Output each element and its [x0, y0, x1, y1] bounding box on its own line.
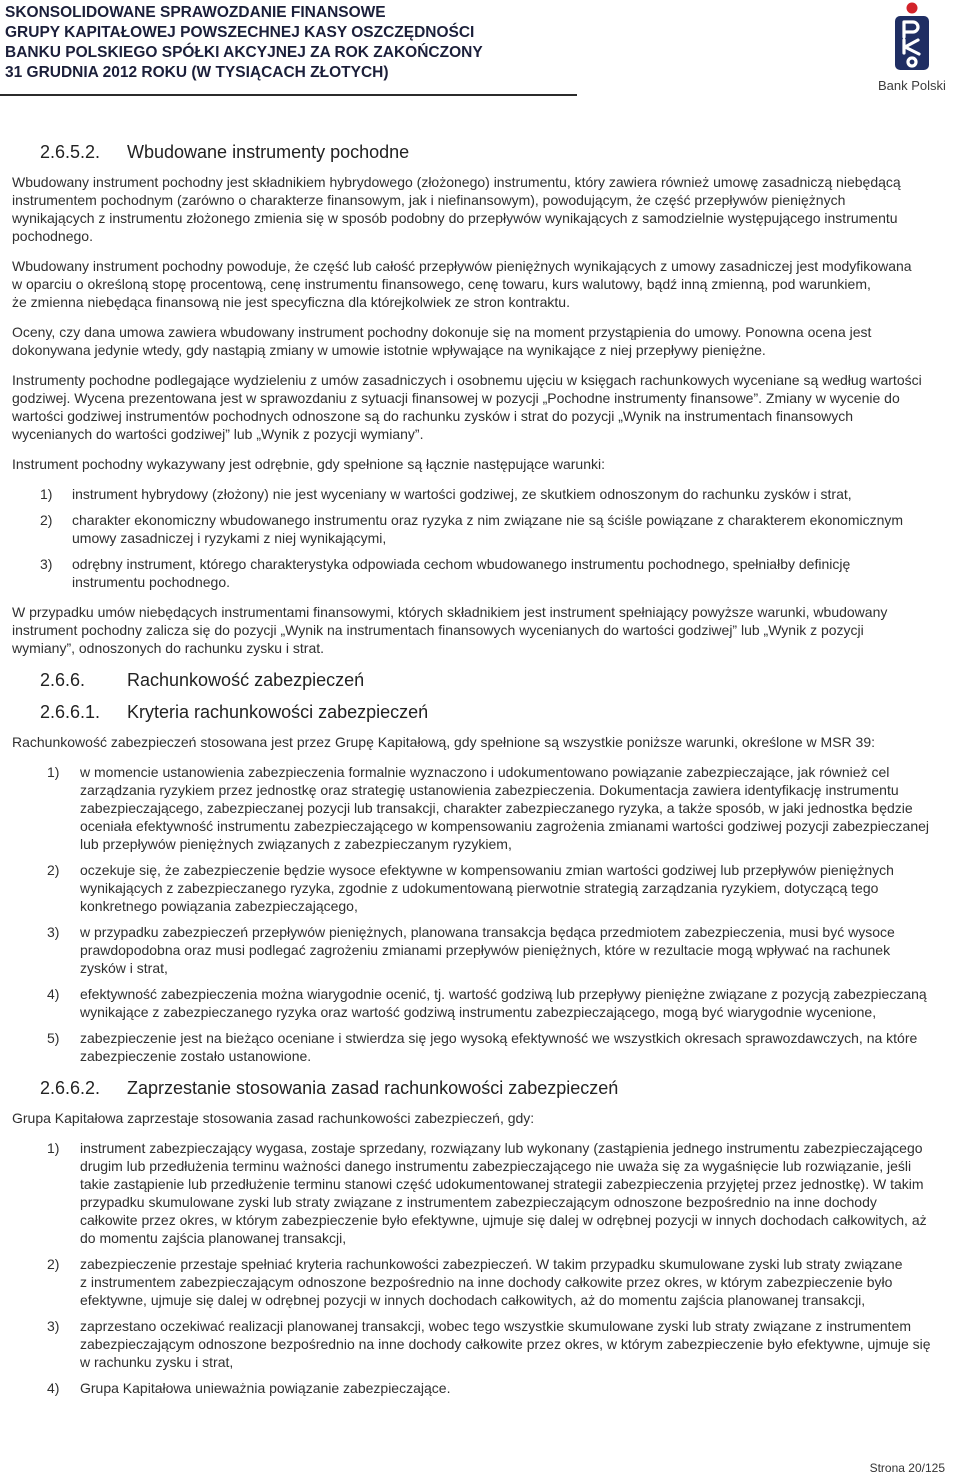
list-item-text: [72, 555, 948, 591]
text-line: efektywne, ujmuje się dalej w odrębnej pozycji w innych dochodach całkowitych, aż do momentu zajścia planowanej transakcji,: [80, 1292, 866, 1308]
numbered-list: [12, 485, 948, 591]
section-heading: [12, 141, 948, 163]
list-marker: 1): [47, 1140, 60, 1156]
text-line: Grupa Kapitałowa unieważnia powiązanie zabezpieczające.: [80, 1380, 451, 1396]
list-item: [12, 1029, 948, 1065]
paragraph: [12, 257, 948, 311]
list-item: [12, 485, 948, 503]
list-item: [12, 763, 948, 853]
list-item: [12, 555, 948, 591]
text-line: instrumentu pochodnego.: [72, 574, 230, 590]
text-line: wynikających z instrumentu złożonego zmienia się w sposób podobny do przepływów wynikających z samodzielnie występującego instrumentu: [12, 210, 898, 226]
text-line: instrument zabezpieczający wygasa, zostaje sprzedany, rozwiązany lub wykonany (zastąpienia jednego instrumentu zabezpieczającego: [80, 1140, 923, 1156]
header-divider: [0, 94, 577, 96]
text-line: w rachunku zysku i strat,: [80, 1354, 234, 1370]
text-line: instrumentem pochodnym (zarówno o charakterze finansowym, jak i niefinansowym), powodującym, że część przepływów pieniężnych: [12, 192, 846, 208]
text-line: Instrumenty pochodne podlegające wydzieleniu z umów zasadniczych i osobnemu ujęciu w księgach rachunkowych wyceniane są według wartości: [12, 372, 922, 388]
text-line: Rachunkowość zabezpieczeń stosowana jest przez Grupę Kapitałową, gdy spełnione są wszystkie poniższe warunki, określone w MSR 39:: [12, 734, 875, 750]
report-title-line: BANKU POLSKIEGO SPÓŁKI AKCYJNEJ ZA ROK ZAKOŃCZONY: [5, 44, 483, 61]
list-item-text: [72, 485, 948, 503]
list-item-text: [80, 861, 948, 915]
section-number: 2.6.6.2.: [40, 1078, 101, 1098]
text-line: oczekuje się, że zabezpieczenie będzie wysoce efektywne w kompensowaniu zmian wartości godziwej lub przepływów pieniężnych: [80, 862, 894, 878]
text-line: z instrumentem zabezpieczającym odnoszone bezpośrednio na inne dochody całkowite przez okres, w którym zabezpieczenie było: [80, 1274, 893, 1290]
list-item-text: [80, 985, 948, 1021]
list-item: [12, 1139, 948, 1247]
text-line: w przypadku zabezpieczeń przepływów pieniężnych, planowana transakcja będąca przedmiotem zabezpieczenia, musi być wysoce: [80, 924, 895, 940]
text-line: Grupa Kapitałowa zaprzestaje stosowania zasad rachunkowości zabezpieczeń, gdy:: [12, 1110, 535, 1126]
text-line: instrument pochodny zalicza się do pozycji „Wynik na instrumentach finansowych wycenianych do wartości godziwej” lub „Wynik z pozycji: [12, 622, 864, 638]
numbered-list: [12, 763, 948, 1065]
text-line: zabezpieczenie zostało ustanowione.: [80, 1048, 312, 1064]
section-title: Kryteria rachunkowości zabezpieczeń: [127, 702, 429, 722]
text-line: instrument hybrydowy (złożony) nie jest wyceniany w wartości godziwej, ze skutkiem odnoszonym do rachunku zysków i strat,: [72, 486, 852, 502]
text-line: W przypadku umów niebędących instrumentami finansowymi, których składnikiem jest instrument spełniający powyższe warunki, wbudowany: [12, 604, 888, 620]
list-marker: 2): [40, 512, 53, 528]
report-title-line: 31 GRUDNIA 2012 ROKU (W TYSIĄCACH ZŁOTYCH): [5, 64, 389, 81]
list-item: [12, 511, 948, 547]
text-line: lub przepływów pieniężnych związanych z zabezpieczanym ryzykiem,: [80, 836, 512, 852]
section-title: Zaprzestanie stosowania zasad rachunkowości zabezpieczeń: [127, 1078, 619, 1098]
list-item-text: [80, 1029, 948, 1065]
text-line: wartości godziwej instrumentów pochodnych odnoszone są do rachunku zysków i strat do pozycji „Wynik na instrumentach finansowych: [12, 408, 854, 424]
section-title: Rachunkowość zabezpieczeń: [127, 670, 365, 690]
paragraph: [12, 603, 948, 657]
paragraph: [12, 371, 948, 443]
list-item: [12, 1317, 948, 1371]
paragraph: [12, 323, 948, 359]
list-marker: 5): [47, 1030, 60, 1046]
text-line: efektywność zabezpieczenia można wiarygodnie ocenić, tj. wartość godziwą lub przepływy pieniężne związane z pozycją zabezpieczaną: [80, 986, 927, 1002]
text-line: Wbudowany instrument pochodny jest składnikiem hybrydowego (złożonego) instrumentu, który zawiera również umowę zasadniczą niebędącą: [12, 174, 901, 190]
text-line: całkowite przez okres, w którym zabezpieczenie było efektywne, ujmuje się dalej w odrębnej pozycji w innych dochodach całkowitych, aż: [80, 1212, 927, 1228]
list-marker: 3): [47, 924, 60, 940]
list-item-text: [80, 1317, 948, 1371]
text-line: wymiany”, odnoszonych do rachunku zysku i strat.: [12, 640, 325, 656]
text-line: że zmienna niebędąca finansową nie jest specyficzna dla którejkolwiek ze stron kontraktu.: [12, 294, 570, 310]
text-line: zaprzestano oczekiwać realizacji planowanej transakcji, wobec tego wszystkie skumulowane zyski lub straty związane z instrumentem: [80, 1318, 912, 1334]
list-marker: 1): [47, 764, 60, 780]
text-line: zabezpieczenie jest na bieżąco oceniane i stwierdza się jego wysoką efektywność we wszystkich okresach sprawozdawczych, na które: [80, 1030, 918, 1046]
section-title: Wbudowane instrumenty pochodne: [127, 142, 410, 162]
list-item: [12, 1255, 948, 1309]
pko-logo-icon: [889, 1, 935, 71]
document-body: [12, 141, 948, 1409]
text-line: dokonywana jedynie wtedy, gdy nastąpią zmiany w umowie istotnie wpływające na wynikające z niej przepływy pieniężne.: [12, 342, 766, 358]
text-line: wynikających z zabezpieczanego ryzyka, zgodnie z udokumentowaną pierwotnie strategią zarządzania ryzykiem, dotyczącą tego: [80, 880, 879, 896]
text-line: pochodnego.: [12, 228, 93, 244]
paragraph: [12, 733, 948, 751]
text-line: zabezpieczającym odnoszone bezpośrednio na inne dochody całkowite przez okres, w którym zabezpieczenie było efektywne, ujmuje się: [80, 1336, 931, 1352]
list-marker: 3): [40, 556, 53, 572]
text-line: w momencie ustanowienia zabezpieczenia formalnie wyznaczono i udokumentowano powiązanie zabezpieczające, jak również cel: [80, 764, 890, 780]
text-line: drugim lub przedłużenia terminu ważności danego instrumentu zabezpieczającego nie uważa się za wygaśnięcie lub rozwiązanie, jeśli: [80, 1158, 912, 1174]
list-item: [12, 1379, 948, 1397]
paragraph: [12, 1109, 948, 1127]
text-line: wynikające z zabezpieczanego ryzyka oraz wartość godziwą instrumentu zabezpieczającego, mogą być wiarygodnie wycenione,: [80, 1004, 877, 1020]
text-line: Oceny, czy dana umowa zawiera wbudowany instrument pochodny dokonuje się na moment przystąpienia do umowy. Ponowna ocena jest: [12, 324, 872, 340]
text-line: wycenianych do wartości godziwej” lub „Wynik z pozycji wymiany”.: [12, 426, 424, 442]
bank-logo: [872, 0, 958, 96]
text-line: godziwej. Wycena prezentowana jest w sprawozdaniu z sytuacji finansowej w pozycji „Pochodne instrumenty finansowe”. Zmiany w wycenie do: [12, 390, 900, 406]
section-heading: [12, 669, 948, 691]
list-item: [12, 985, 948, 1021]
logo-caption: Bank Polski: [878, 78, 946, 93]
list-marker: 3): [47, 1318, 60, 1334]
page-number: Strona 20/125: [869, 1461, 945, 1475]
text-line: zarządzania ryzykiem przez jednostkę oraz strategię ustanowienia zabezpieczenia. Dokumentacja zawiera identyfikację instrumentu: [80, 782, 899, 798]
list-item-text: [80, 763, 948, 853]
section-number: 2.6.5.2.: [40, 142, 101, 162]
section-number: 2.6.6.1.: [40, 702, 101, 722]
list-marker: 2): [47, 862, 60, 878]
paragraph: [12, 455, 948, 473]
text-line: prawdopodobna oraz musi podlegać zagrożeniu zmianami przepływów pieniężnych, które w rezultacie mogą wpływać na rachunek: [80, 942, 891, 958]
list-item-text: [72, 511, 948, 547]
text-line: odrębny instrument, którego charakterystyka odpowiada cechom wbudowanego instrumentu pochodnego, spełniałby definicję: [72, 556, 851, 572]
section-heading: [12, 1077, 948, 1099]
list-item-text: [80, 1139, 948, 1247]
text-line: zysków i strat,: [80, 960, 168, 976]
list-marker: 2): [47, 1256, 60, 1272]
list-marker: 1): [40, 486, 53, 502]
list-item-text: [80, 923, 948, 977]
text-line: przypadku skumulowane zyski lub straty związane z instrumentem zabezpieczającym odnoszone bezpośrednio na inne dochody: [80, 1194, 877, 1210]
text-line: w oparciu o określoną stopę procentową, cenę instrumentu finansowego, cenę towaru, kurs walutowy, bądź inną zmienną, pod warunkiem,: [12, 276, 871, 292]
paragraph: [12, 173, 948, 245]
text-line: charakter ekonomiczny wbudowanego instrumentu oraz ryzyka z nim związane nie są ściśle powiązane z charakterem ekonomicznym: [72, 512, 904, 528]
section-heading: [12, 701, 948, 723]
logo-red-dot: [907, 3, 918, 14]
list-item: [12, 923, 948, 977]
text-line: do momentu zajścia planowanej transakcji,: [80, 1230, 347, 1246]
text-line: konkretnego powiązania zabezpieczającego,: [80, 898, 358, 914]
text-line: zabezpieczenie przestaje spełniać kryteria rachunkowości zabezpieczeń. W takim przypadku skumulowane zyski lub straty związane: [80, 1256, 903, 1272]
numbered-list: [12, 1139, 948, 1397]
list-marker: 4): [47, 1380, 60, 1396]
text-line: umowy zasadniczej i ryzykami z niej wynikającymi,: [72, 530, 387, 546]
list-item-text: [80, 1255, 948, 1309]
text-line: oceniała efektywność instrumentu zabezpieczającego w kompensowaniu zagrożenia zmianami wartości godziwej pozycji zabezpieczanej: [80, 818, 929, 834]
text-line: Wbudowany instrument pochodny powoduje, że część lub całość przepływów pieniężnych wynikających z umowy zasadniczej jest modyfikowana: [12, 258, 912, 274]
report-title-line: SKONSOLIDOWANE SPRAWOZDANIE FINANSOWE: [5, 4, 386, 21]
report-title-line: GRUPY KAPITAŁOWEJ POWSZECHNEJ KASY OSZCZĘDNOŚCI: [5, 24, 475, 41]
report-title: [5, 3, 483, 83]
list-marker: 4): [47, 986, 60, 1002]
list-item-text: [80, 1379, 948, 1397]
text-line: takie zastąpienie lub przedłużenie terminu stanowi część udokumentowanej strategii zabezpieczenia przyjętej przez jednostkę). W takim: [80, 1176, 924, 1192]
section-number: 2.6.6.: [40, 670, 86, 690]
text-line: zabezpieczającego, zabezpieczanej pozycji lub transakcji, charakter zabezpieczanego ryzyka, a także sposób, w jaki jednostka będzie: [80, 800, 913, 816]
list-item: [12, 861, 948, 915]
text-line: Instrument pochodny wykazywany jest odrębnie, gdy spełnione są łącznie następujące warunki:: [12, 456, 606, 472]
